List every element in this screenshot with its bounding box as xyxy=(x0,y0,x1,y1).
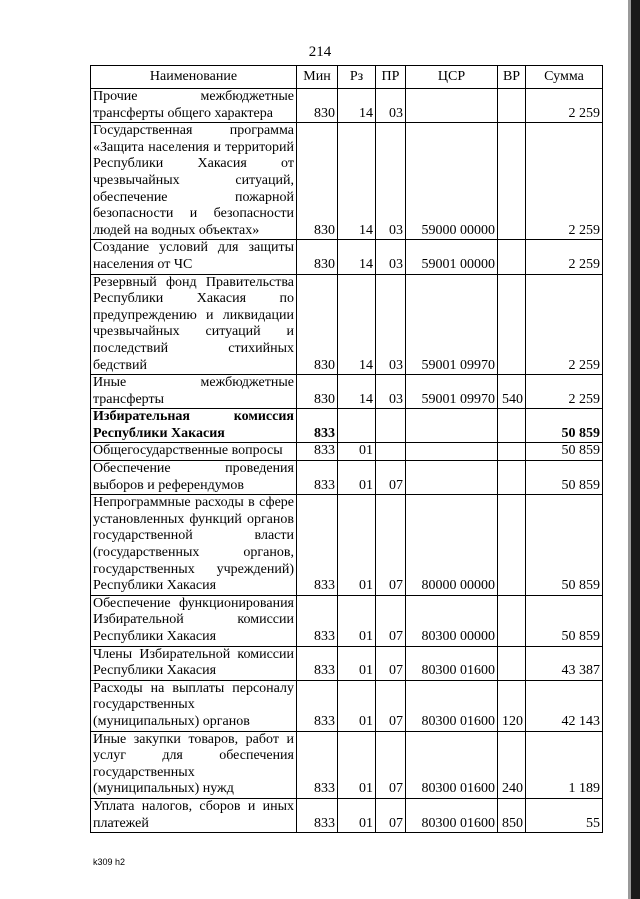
table-row xyxy=(91,240,603,274)
table-row xyxy=(91,375,603,409)
cell-rz: 01 xyxy=(338,798,376,832)
cell-name: Государственная программа «Защита населения и территорий Республики Хакасия от чрезвычайных ситуаций, обеспечение пожарной безопасности и безопасности людей на водных объектах» xyxy=(91,123,297,240)
cell-pr: 07 xyxy=(376,731,406,798)
table-row xyxy=(91,89,603,123)
cell-sum: 55 xyxy=(526,798,603,832)
cell-name: Уплата налогов, сборов и иных платежей xyxy=(91,798,297,832)
table-row xyxy=(91,646,603,680)
cell-vr xyxy=(498,240,526,274)
cell-sum: 43 387 xyxy=(526,646,603,680)
table-row xyxy=(91,731,603,798)
cell-min: 833 xyxy=(297,680,338,731)
cell-min: 830 xyxy=(297,274,338,375)
cell-sum: 2 259 xyxy=(526,375,603,409)
cell-csr: 80300 01600 xyxy=(406,646,498,680)
header-sum: Сумма xyxy=(526,66,603,89)
cell-name: Непрограммные расходы в сфере установленных функций органов государственной власти (государственных органов, государственных учреждений) Республики Хакасия xyxy=(91,495,297,596)
cell-csr: 80000 00000 xyxy=(406,495,498,596)
cell-rz: 01 xyxy=(338,595,376,646)
cell-pr: 07 xyxy=(376,646,406,680)
cell-rz xyxy=(338,409,376,443)
table-row xyxy=(91,409,603,443)
cell-vr: 540 xyxy=(498,375,526,409)
table-row xyxy=(91,274,603,375)
cell-vr xyxy=(498,495,526,596)
cell-rz: 01 xyxy=(338,680,376,731)
cell-vr: 120 xyxy=(498,680,526,731)
cell-csr: 59001 09970 xyxy=(406,375,498,409)
cell-rz: 14 xyxy=(338,375,376,409)
cell-sum: 2 259 xyxy=(526,274,603,375)
cell-name: Обеспечение проведения выборов и референдумов xyxy=(91,461,297,495)
cell-min: 833 xyxy=(297,443,338,461)
cell-min: 833 xyxy=(297,495,338,596)
cell-vr xyxy=(498,409,526,443)
cell-sum: 50 859 xyxy=(526,495,603,596)
cell-min: 833 xyxy=(297,595,338,646)
cell-name: Члены Избирательной комиссии Республики Хакасия xyxy=(91,646,297,680)
cell-vr xyxy=(498,123,526,240)
cell-sum: 2 259 xyxy=(526,89,603,123)
table-row xyxy=(91,123,603,240)
page-number: 214 xyxy=(308,44,332,60)
cell-csr: 59000 00000 xyxy=(406,123,498,240)
cell-csr xyxy=(406,443,498,461)
cell-pr: 03 xyxy=(376,240,406,274)
cell-csr: 59001 09970 xyxy=(406,274,498,375)
cell-min: 830 xyxy=(297,240,338,274)
table-row xyxy=(91,680,603,731)
cell-vr xyxy=(498,595,526,646)
cell-vr xyxy=(498,461,526,495)
cell-min: 830 xyxy=(297,375,338,409)
cell-sum: 2 259 xyxy=(526,123,603,240)
cell-rz: 01 xyxy=(338,495,376,596)
cell-vr xyxy=(498,443,526,461)
cell-name: Иные межбюджетные трансферты xyxy=(91,375,297,409)
cell-rz: 14 xyxy=(338,274,376,375)
cell-pr: 03 xyxy=(376,274,406,375)
table-row xyxy=(91,461,603,495)
cell-rz: 01 xyxy=(338,731,376,798)
header-vr: ВР xyxy=(498,66,526,89)
cell-sum: 50 859 xyxy=(526,461,603,495)
cell-csr xyxy=(406,461,498,495)
table-row xyxy=(91,798,603,832)
table-header-row xyxy=(91,66,603,89)
budget-table xyxy=(90,65,603,833)
cell-vr xyxy=(498,646,526,680)
cell-sum: 50 859 xyxy=(526,595,603,646)
cell-name: Избирательная комиссия Республики Хакасия xyxy=(91,409,297,443)
cell-pr: 07 xyxy=(376,461,406,495)
cell-pr: 07 xyxy=(376,680,406,731)
cell-csr: 80300 01600 xyxy=(406,798,498,832)
cell-pr: 03 xyxy=(376,89,406,123)
cell-vr: 850 xyxy=(498,798,526,832)
cell-rz: 01 xyxy=(338,646,376,680)
cell-rz: 01 xyxy=(338,461,376,495)
cell-pr xyxy=(376,443,406,461)
cell-min: 830 xyxy=(297,123,338,240)
cell-name: Иные закупки товаров, работ и услуг для обеспечения государственных (муниципальных) нужд xyxy=(91,731,297,798)
header-name: Наименование xyxy=(91,66,297,89)
cell-min: 833 xyxy=(297,409,338,443)
cell-csr: 80300 01600 xyxy=(406,680,498,731)
cell-sum: 42 143 xyxy=(526,680,603,731)
cell-sum: 2 259 xyxy=(526,240,603,274)
cell-pr: 07 xyxy=(376,798,406,832)
cell-csr: 80300 00000 xyxy=(406,595,498,646)
cell-pr: 07 xyxy=(376,595,406,646)
cell-rz: 14 xyxy=(338,89,376,123)
cell-name: Прочие межбюджетные трансферты общего характера xyxy=(91,89,297,123)
cell-pr: 07 xyxy=(376,495,406,596)
cell-rz: 01 xyxy=(338,443,376,461)
cell-min: 830 xyxy=(297,89,338,123)
cell-min: 833 xyxy=(297,731,338,798)
table-row xyxy=(91,443,603,461)
cell-name: Резервный фонд Правительства Республики Хакасия по предупреждению и ликвидации чрезвычайных ситуаций и последствий стихийных бедствий xyxy=(91,274,297,375)
cell-vr: 240 xyxy=(498,731,526,798)
cell-csr xyxy=(406,409,498,443)
cell-min: 833 xyxy=(297,646,338,680)
cell-csr xyxy=(406,89,498,123)
footer-code: k309 h2 xyxy=(93,857,126,867)
cell-name: Расходы на выплаты персоналу государственных (муниципальных) органов xyxy=(91,680,297,731)
cell-rz: 14 xyxy=(338,123,376,240)
header-pr: ПР xyxy=(376,66,406,89)
cell-vr xyxy=(498,274,526,375)
header-min: Мин xyxy=(297,66,338,89)
table-row xyxy=(91,495,603,596)
cell-name: Создание условий для защиты населения от ЧС xyxy=(91,240,297,274)
cell-pr: 03 xyxy=(376,375,406,409)
cell-min: 833 xyxy=(297,461,338,495)
cell-csr: 80300 01600 xyxy=(406,731,498,798)
header-csr: ЦСР xyxy=(406,66,498,89)
cell-name: Обеспечение функционирования Избирательной комиссии Республики Хакасия xyxy=(91,595,297,646)
cell-min: 833 xyxy=(297,798,338,832)
cell-rz: 14 xyxy=(338,240,376,274)
cell-name: Общегосударственные вопросы xyxy=(91,443,297,461)
cell-vr xyxy=(498,89,526,123)
scan-edge-shadow xyxy=(631,0,640,899)
cell-sum: 50 859 xyxy=(526,443,603,461)
cell-pr xyxy=(376,409,406,443)
cell-pr: 03 xyxy=(376,123,406,240)
cell-sum: 50 859 xyxy=(526,409,603,443)
cell-csr: 59001 00000 xyxy=(406,240,498,274)
table-row xyxy=(91,595,603,646)
cell-sum: 1 189 xyxy=(526,731,603,798)
header-rz: Рз xyxy=(338,66,376,89)
table-body xyxy=(91,89,603,833)
